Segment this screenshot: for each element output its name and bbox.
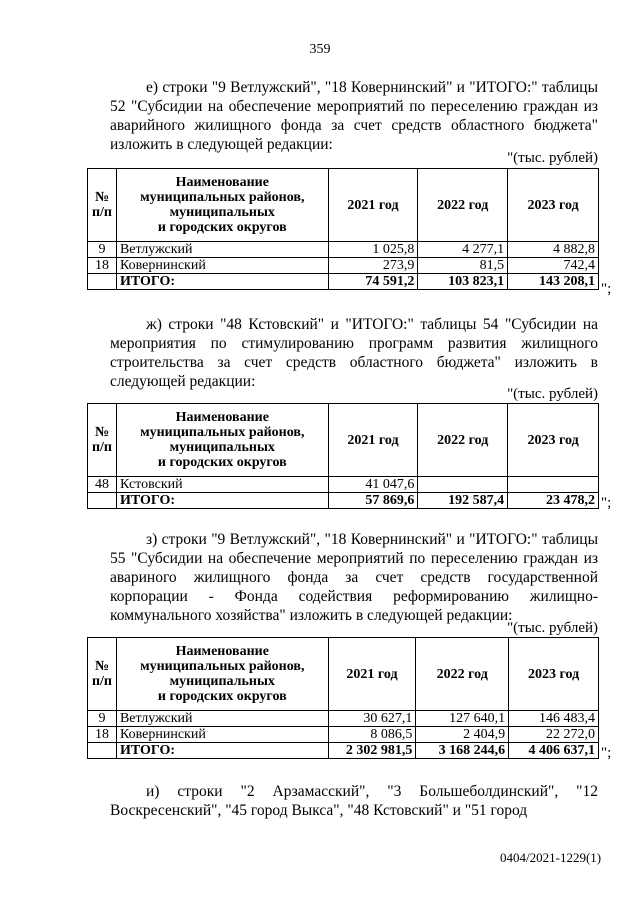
row-num: 18 [88, 727, 117, 743]
row-2023: 4 882,8 [508, 242, 599, 258]
row-num: 48 [88, 477, 117, 493]
table-row [88, 711, 599, 727]
total-2021: 74 591,2 [328, 274, 418, 290]
total-2021: 2 302 981,5 [328, 743, 416, 759]
total-label: ИТОГО: [116, 743, 328, 759]
document-code: 0404/2021-1229(1) [500, 850, 602, 865]
col-num-header: № п/п [88, 404, 117, 477]
row-2022: 4 277,1 [418, 242, 508, 258]
col-num-header: № п/п [88, 638, 117, 711]
total-label: ИТОГО: [116, 493, 328, 509]
col-2021-header: 2021 год [328, 404, 418, 477]
row-num: 9 [88, 711, 117, 727]
total-label: ИТОГО: [116, 274, 328, 290]
table-54 [87, 403, 599, 509]
closing-quote: "; [601, 281, 612, 297]
row-2023: 22 272,0 [509, 727, 599, 743]
table-row [88, 477, 599, 493]
total-2021: 57 869,6 [328, 493, 418, 509]
col-2022-header: 2022 год [418, 404, 508, 477]
row-2023 [508, 477, 599, 493]
col-num-header: № п/п [88, 169, 117, 242]
total-num-cell [88, 493, 117, 509]
row-2023: 742,4 [508, 258, 599, 274]
row-num: 9 [88, 242, 117, 258]
table-55 [87, 637, 599, 759]
units-label: "(тыс. рублей) [507, 620, 598, 636]
col-2021-header: 2021 год [328, 638, 416, 711]
col-2023-header: 2023 год [509, 638, 599, 711]
table-header-row [88, 638, 599, 711]
row-name: Ветлужский [116, 711, 328, 727]
table-header-row [88, 404, 599, 477]
section-z-text: з) строки "9 Ветлужский", "18 Ковернинский" и "ИТОГО:" таблицы 55 "Субсидии на обеспечение мероприятий по переселению граждан из авариного жилищного фонда за счет средств государственной корпорации - Фонда содействия реформированию жилищно-коммунального хозяйства" изложить в следующей редакции: [110, 531, 598, 624]
units-label: "(тыс. рублей) [507, 150, 598, 166]
row-name: Ковернинский [116, 727, 328, 743]
section-i-text: и) строки "2 Арзамасский", "3 Большеболдинский", "12 Воскресенский", "45 город Выкса", "48 Кстовский" и "51 город [110, 783, 598, 819]
row-2021: 8 086,5 [328, 727, 416, 743]
col-name-header: Наименование муниципальных районов, муниципальных и городских округов [116, 638, 328, 711]
row-2021: 41 047,6 [328, 477, 418, 493]
total-2022: 103 823,1 [418, 274, 508, 290]
row-2021: 30 627,1 [328, 711, 416, 727]
total-row [88, 493, 599, 509]
page-number: 359 [309, 42, 331, 57]
total-row [88, 274, 599, 290]
row-name: Кстовский [116, 477, 328, 493]
total-2022: 3 168 244,6 [416, 743, 509, 759]
col-2021-header: 2021 год [328, 169, 418, 242]
col-2022-header: 2022 год [416, 638, 509, 711]
total-row [88, 743, 599, 759]
total-2023: 143 208,1 [508, 274, 599, 290]
col-2022-header: 2022 год [418, 169, 508, 242]
section-zh-text: ж) строки "48 Кстовский" и "ИТОГО:" таблицы 54 "Субсидии на мероприятия по стимулированию программ развития жилищного строительства за счет средств областного бюджета" изложить в следующей редакции: [110, 316, 598, 390]
row-2021: 1 025,8 [328, 242, 418, 258]
row-name: Ковернинский [116, 258, 328, 274]
row-2022: 127 640,1 [416, 711, 509, 727]
closing-quote: "; [601, 745, 612, 761]
row-2021: 273,9 [328, 258, 418, 274]
table-row [88, 242, 599, 258]
section-e-text: е) строки "9 Ветлужский", "18 Ковернинский" и "ИТОГО:" таблицы 52 "Субсидии на обеспечение мероприятий по переселению граждан из аварийного жилищного фонда за счет средств областного бюджета" изложить в следующей редакции: [110, 79, 598, 153]
total-2022: 192 587,4 [418, 493, 508, 509]
col-name-header: Наименование муниципальных районов, муниципальных и городских округов [116, 404, 328, 477]
total-2023: 23 478,2 [508, 493, 599, 509]
row-2022 [418, 477, 508, 493]
total-num-cell [88, 274, 117, 290]
table-52 [87, 168, 599, 290]
col-2023-header: 2023 год [508, 169, 599, 242]
col-2023-header: 2023 год [508, 404, 599, 477]
table-row [88, 727, 599, 743]
closing-quote: "; [601, 495, 612, 511]
table-header-row [88, 169, 599, 242]
total-2023: 4 406 637,1 [509, 743, 599, 759]
row-2023: 146 483,4 [509, 711, 599, 727]
row-num: 18 [88, 258, 117, 274]
table-row [88, 258, 599, 274]
col-name-header: Наименование муниципальных районов, муниципальных и городских округов [116, 169, 328, 242]
row-2022: 2 404,9 [416, 727, 509, 743]
row-name: Ветлужский [116, 242, 328, 258]
row-2022: 81,5 [418, 258, 508, 274]
total-num-cell [88, 743, 117, 759]
units-label: "(тыс. рублей) [507, 386, 598, 402]
